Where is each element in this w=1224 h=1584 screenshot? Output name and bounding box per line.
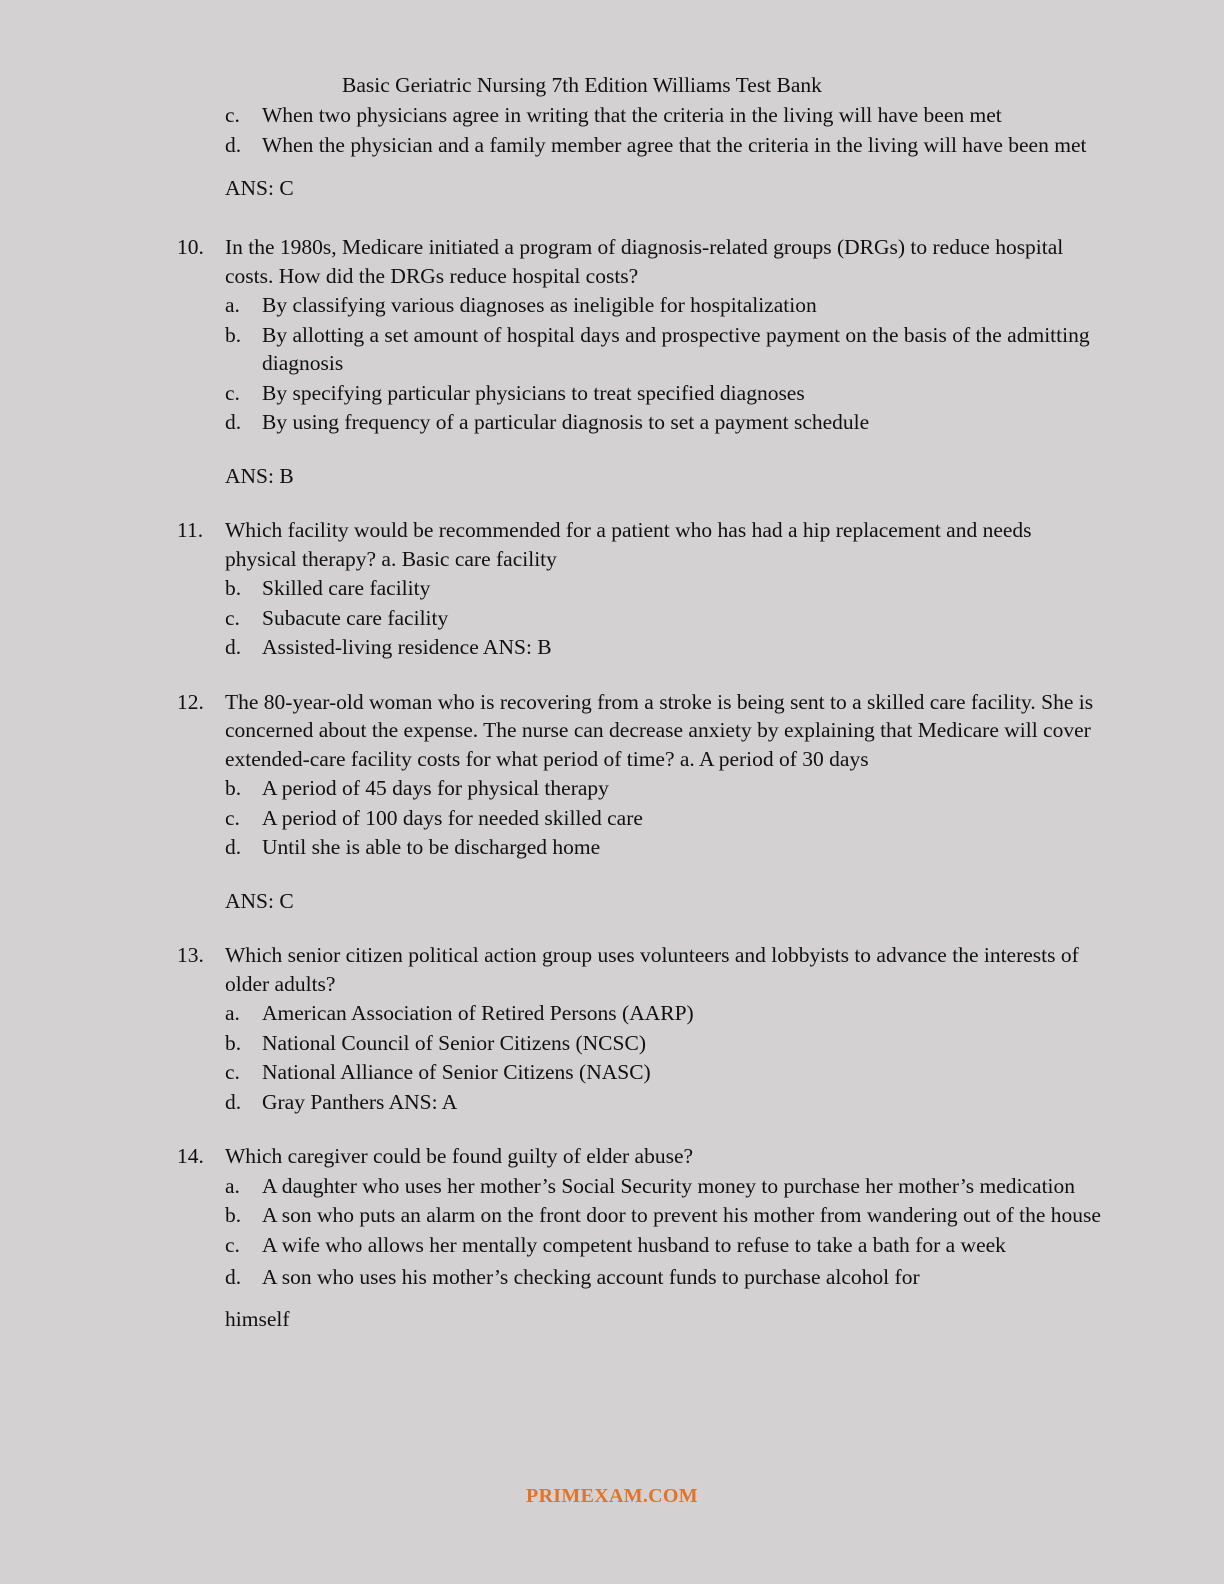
option-letter: c. bbox=[225, 605, 240, 630]
option-c bbox=[225, 604, 1112, 633]
option-letter: b. bbox=[225, 576, 242, 600]
option-letter: c. bbox=[225, 1232, 240, 1257]
answer-label: ANS: B bbox=[225, 463, 294, 488]
option-letter: d. bbox=[225, 835, 242, 859]
option-text: A son who uses his mother’s checking account funds to purchase alcohol for bbox=[262, 1265, 920, 1289]
option-a bbox=[225, 1172, 1112, 1201]
option-letter: d. bbox=[225, 410, 242, 434]
option-d bbox=[225, 131, 1112, 160]
option-c bbox=[225, 101, 1112, 130]
option-b bbox=[225, 1201, 1112, 1230]
option-text: Gray Panthers ANS: A bbox=[262, 1089, 458, 1114]
option-b bbox=[225, 774, 1112, 803]
question-text: Which caregiver could be found guilty of elder abuse? bbox=[225, 1144, 694, 1168]
option-text: By specifying particular physicians to treat specified diagnoses bbox=[262, 380, 805, 405]
option-text: When two physicians agree in writing that the criteria in the living will have been met bbox=[262, 103, 1002, 127]
question-number: 11. bbox=[177, 518, 204, 542]
question-14 bbox=[0, 1142, 1224, 1333]
option-b bbox=[225, 321, 1112, 378]
option-b bbox=[225, 1029, 1112, 1058]
page-header-title: Basic Geriatric Nursing 7th Edition Williams Test Bank bbox=[342, 73, 822, 97]
question-number: 14. bbox=[177, 1144, 204, 1168]
question-number: 10. bbox=[177, 235, 204, 259]
option-letter: d. bbox=[225, 635, 242, 659]
option-letter: a. bbox=[225, 1173, 240, 1198]
question-number: 12. bbox=[177, 689, 204, 714]
option-d bbox=[225, 1263, 1112, 1292]
option-c bbox=[225, 379, 1112, 408]
option-text: A period of 100 days for needed skilled care bbox=[262, 805, 643, 830]
option-a bbox=[225, 999, 1112, 1028]
question-12 bbox=[0, 688, 1224, 916]
option-b bbox=[225, 574, 1112, 603]
question-13 bbox=[0, 941, 1224, 1116]
option-letter: d. bbox=[225, 1265, 242, 1289]
option-text-continuation: himself bbox=[225, 1306, 290, 1331]
question-11 bbox=[0, 516, 1224, 662]
option-d bbox=[225, 833, 1112, 862]
option-letter: c. bbox=[225, 805, 240, 830]
option-text: A daughter who uses her mother’s Social Security money to purchase her mother’s medication bbox=[262, 1173, 1076, 1198]
option-c bbox=[225, 1058, 1112, 1087]
option-text: By using frequency of a particular diagnosis to set a payment schedule bbox=[262, 410, 870, 434]
option-text: Skilled care facility bbox=[262, 576, 431, 600]
option-d bbox=[225, 1088, 1112, 1117]
option-text: Subacute care facility bbox=[262, 605, 449, 630]
option-letter: a. bbox=[225, 293, 240, 317]
option-a bbox=[225, 291, 1112, 320]
question-10 bbox=[0, 233, 1224, 490]
question-text: In the 1980s, Medicare initiated a program of diagnosis-related groups (DRGs) to reduce hospital costs. How did the DRGs reduce hospital costs? bbox=[225, 235, 1064, 288]
option-letter: c. bbox=[225, 1060, 240, 1084]
option-letter: b. bbox=[225, 776, 242, 800]
option-d bbox=[225, 408, 1112, 437]
question-text: Which facility would be recommended for a patient who has had a hip replacement and needs physical therapy? a. Basic care facility bbox=[225, 518, 1032, 571]
question-text: The 80-year-old woman who is recovering from a stroke is being sent to a skilled care facility. She is concerned about the expense. The nurse can decrease anxiety by explaining that Medicare will cover extended-care facility costs for what period of time? a. A period of 30 days bbox=[225, 689, 1094, 771]
option-text: American Association of Retired Persons (AARP) bbox=[262, 1001, 694, 1025]
option-text: When the physician and a family member agree that the criteria in the living will have been met bbox=[262, 133, 1087, 157]
option-letter: a. bbox=[225, 1001, 240, 1025]
option-letter: c. bbox=[225, 380, 240, 405]
option-letter: b. bbox=[225, 1030, 242, 1055]
question-9-continued bbox=[0, 101, 1224, 202]
answer-label: ANS: C bbox=[225, 175, 294, 200]
option-letter: c. bbox=[225, 103, 240, 127]
option-text: National Alliance of Senior Citizens (NASC) bbox=[262, 1060, 651, 1084]
question-text: Which senior citizen political action group uses volunteers and lobbyists to advance the interests of older adults? bbox=[225, 943, 1079, 996]
option-text: By allotting a set amount of hospital days and prospective payment on the basis of the admitting diagnosis bbox=[262, 322, 1090, 375]
question-number: 13. bbox=[177, 943, 204, 967]
question-content bbox=[0, 101, 1224, 1333]
option-c bbox=[225, 1231, 1112, 1260]
option-text: By classifying various diagnoses as ineligible for hospitalization bbox=[262, 293, 817, 317]
option-text: Until she is able to be discharged home bbox=[262, 835, 601, 859]
answer-label: ANS: C bbox=[225, 888, 294, 913]
option-text: National Council of Senior Citizens (NCSC) bbox=[262, 1030, 646, 1055]
watermark-footer: PRIMEXAM.COM bbox=[526, 1485, 698, 1507]
option-text: Assisted-living residence ANS: B bbox=[262, 635, 552, 659]
option-text: A wife who allows her mentally competent husband to refuse to take a bath for a week bbox=[262, 1232, 1006, 1257]
option-letter: d. bbox=[225, 1089, 242, 1114]
option-letter: b. bbox=[225, 1203, 242, 1227]
option-letter: b. bbox=[225, 322, 242, 347]
option-text: A son who puts an alarm on the front door to prevent his mother from wandering out of the house bbox=[262, 1203, 1101, 1227]
option-c bbox=[225, 804, 1112, 833]
option-text: A period of 45 days for physical therapy bbox=[262, 776, 609, 800]
option-d bbox=[225, 633, 1112, 662]
option-letter: d. bbox=[225, 133, 242, 157]
